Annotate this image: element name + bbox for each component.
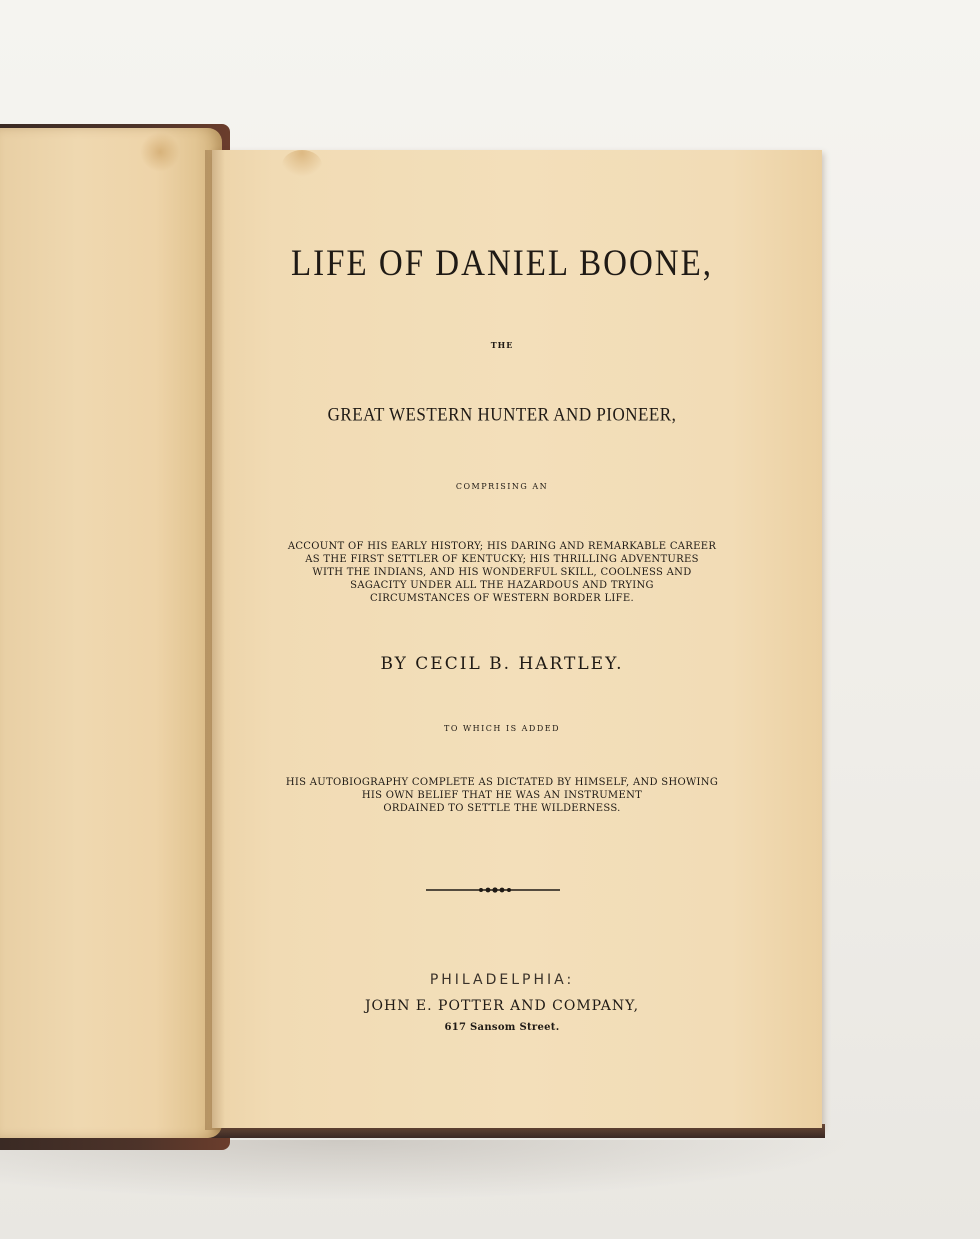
city-line: PHILADELPHIA:	[429, 972, 575, 988]
description-line: CIRCUMSTANCES OF WESTERN BORDER LIFE.	[370, 593, 634, 604]
description-block	[242, 540, 762, 605]
author-line: BY CECIL B. HARTLEY.	[380, 654, 624, 674]
added-line: TO WHICH IS ADDED	[444, 724, 560, 733]
comprising-line: COMPRISING AN	[455, 482, 549, 491]
the-word: THE	[490, 340, 514, 350]
description-line: WITH THE INDIANS, AND HIS WONDERFUL SKILL, COOLNESS AND	[312, 567, 692, 578]
book-title: LIFE OF DANIEL BOONE,	[290, 243, 714, 285]
autobiography-block	[242, 776, 762, 815]
description-line: ACCOUNT OF HIS EARLY HISTORY; HIS DARING AND REMARKABLE CAREER	[287, 541, 717, 552]
left-page	[0, 128, 222, 1138]
page-gutter	[205, 150, 225, 1130]
title-page	[212, 150, 822, 1128]
ornament-rule-icon	[426, 884, 560, 896]
publisher-line: JOHN E. POTTER AND COMPANY,	[364, 998, 640, 1014]
autobiography-line: ORDAINED TO SETTLE THE WILDERNESS.	[383, 803, 621, 814]
autobiography-line: HIS OWN BELIEF THAT HE WAS AN INSTRUMENT	[361, 790, 643, 801]
autobiography-line: HIS AUTOBIOGRAPHY COMPLETE AS DICTATED BY HIMSELF, AND SHOWING	[285, 777, 719, 788]
description-line: SAGACITY UNDER ALL THE HAZARDOUS AND TRYING	[350, 580, 654, 591]
description-line: AS THE FIRST SETTLER OF KENTUCKY; HIS THRILLING ADVENTURES	[305, 554, 699, 565]
left-page-stain	[140, 132, 180, 172]
address-line: 617 Sansom Street.	[444, 1022, 560, 1033]
page-stain	[282, 150, 322, 180]
book-subtitle: GREAT WESTERN HUNTER AND PIONEER,	[327, 404, 677, 425]
